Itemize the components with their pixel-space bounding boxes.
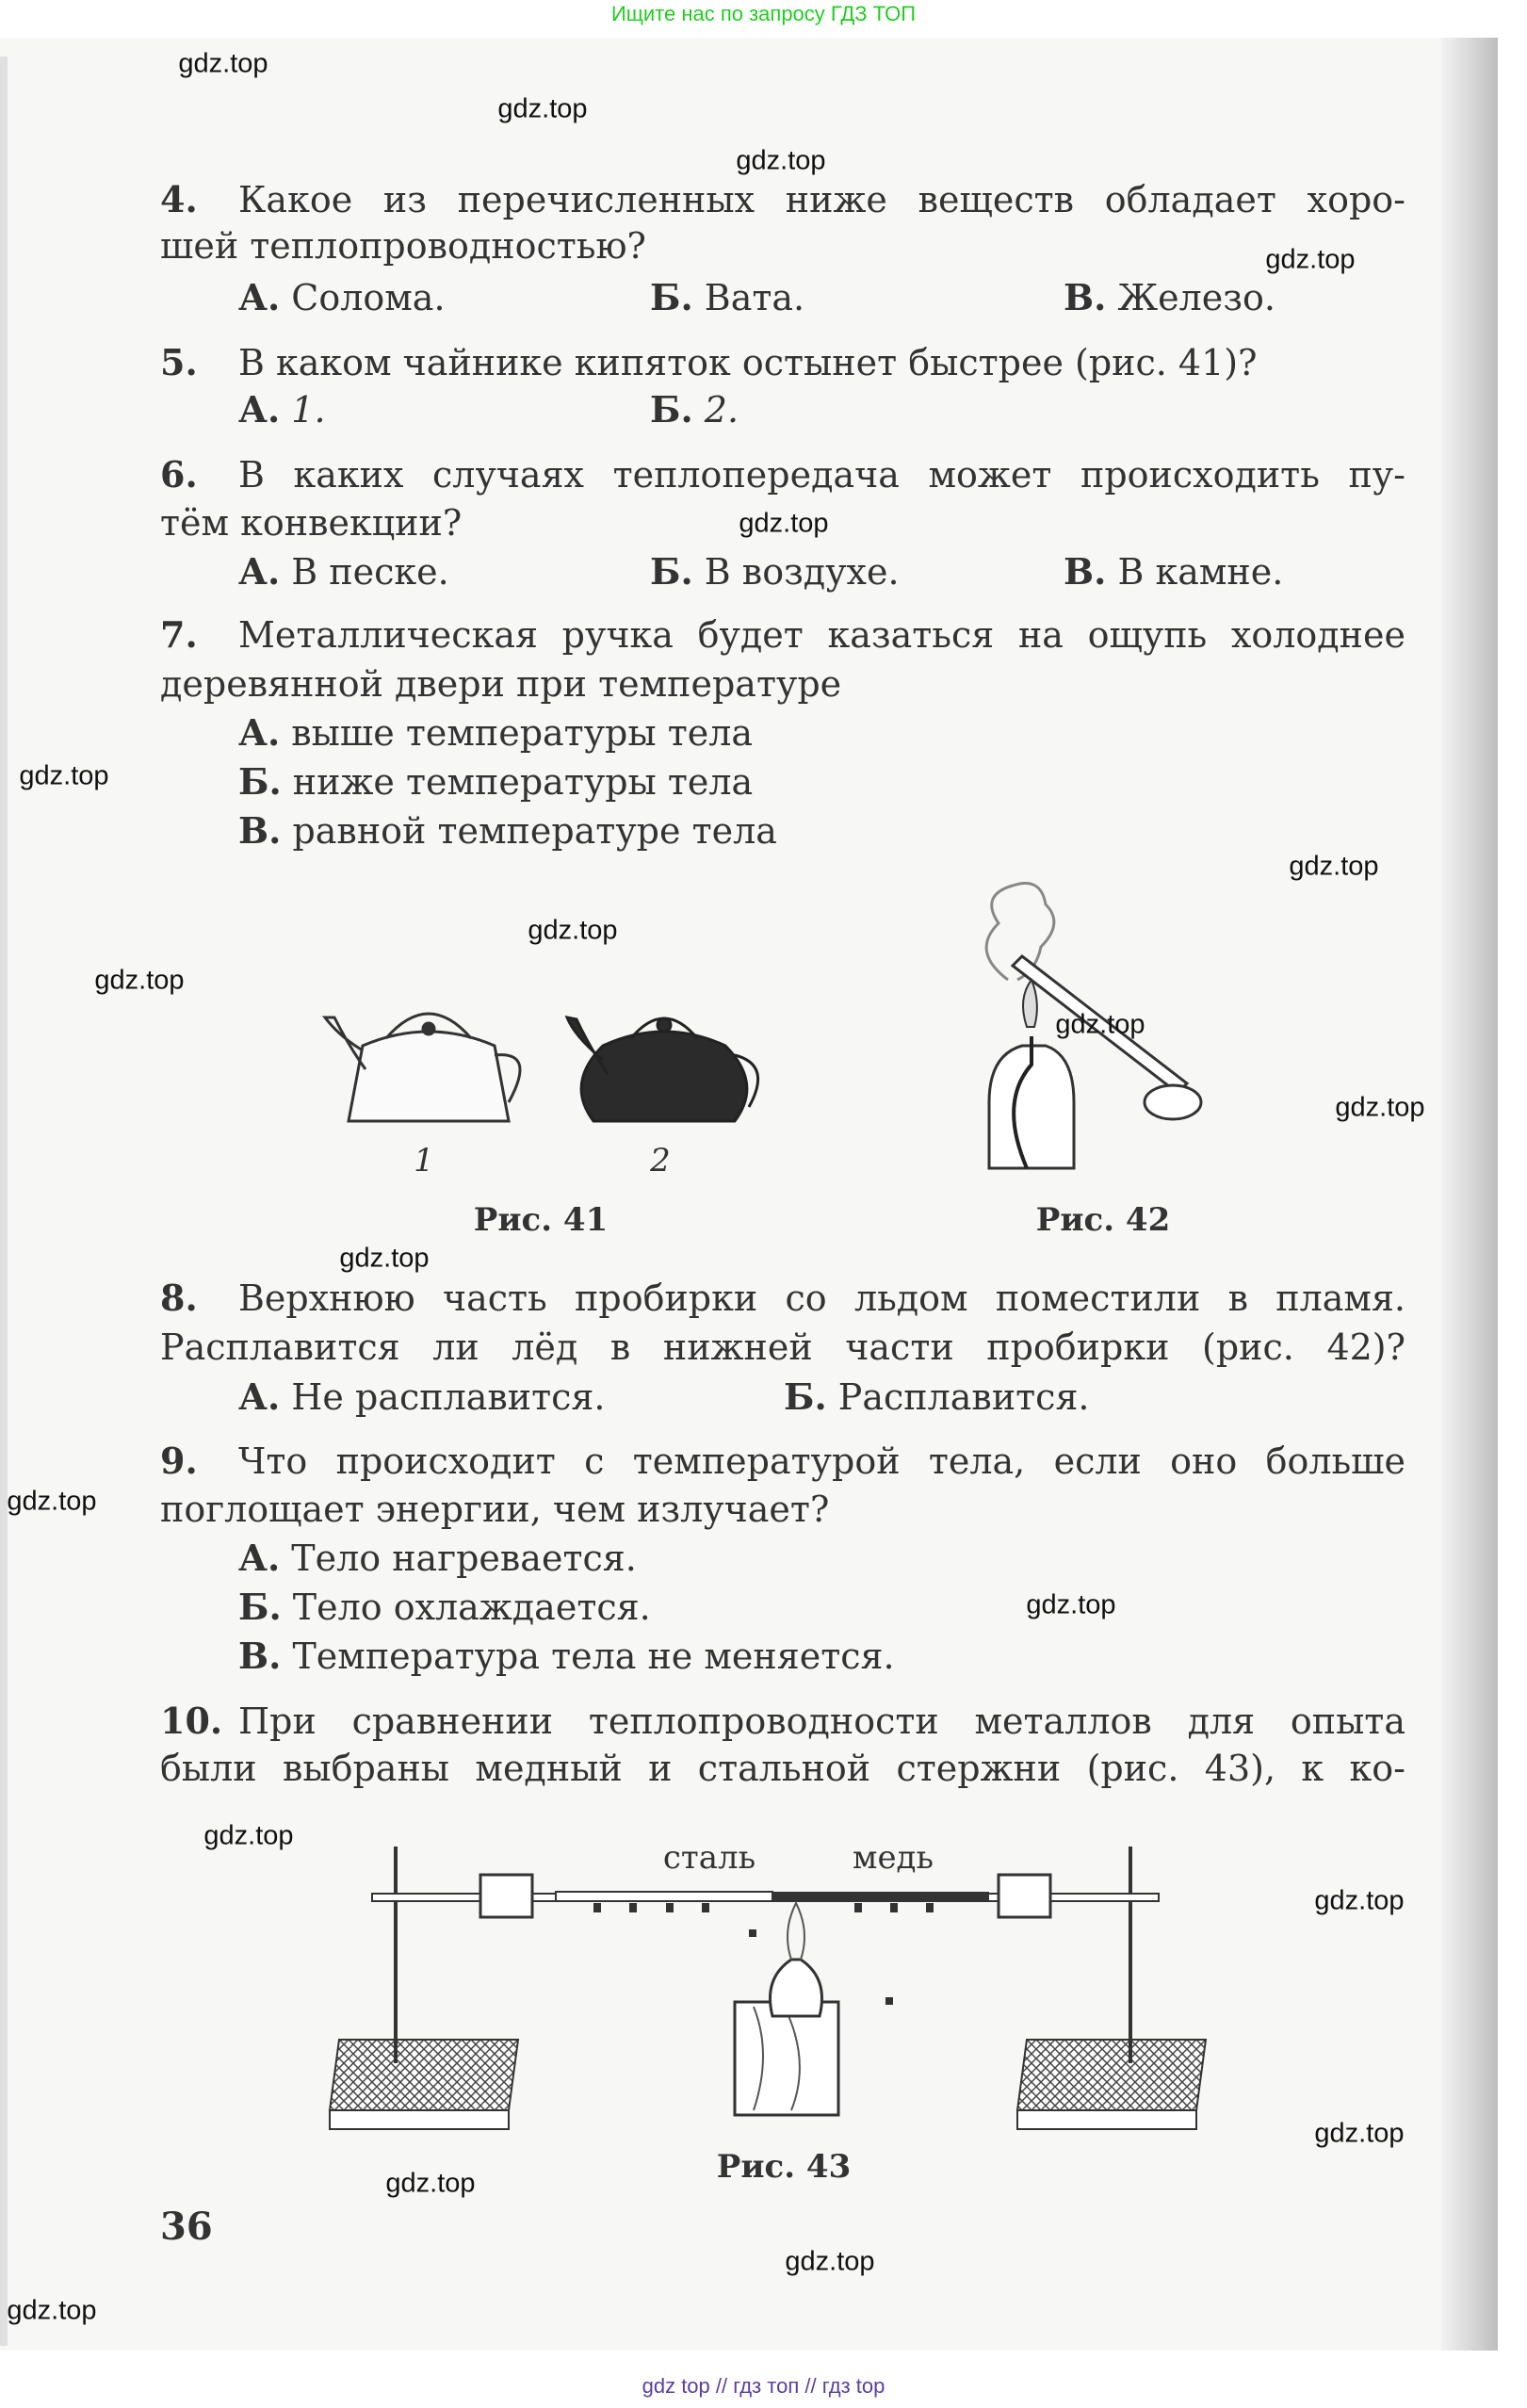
figure-41-label-1: 1	[414, 1142, 434, 1180]
question-6-line-1: 6. В каких случаях теплопередача может происходить пу-	[160, 453, 1405, 496]
question-4-line-1: 4. Какое из перечисленных ниже веществ обладает хоро-	[160, 178, 1405, 220]
question-7-line-1: 7. Металлическая ручка будет казаться на ощупь холоднее	[160, 613, 1405, 656]
q9-option-b: Б. Тело охлаждается.	[238, 1586, 651, 1628]
hand-icon	[1145, 1085, 1201, 1119]
watermark: gdz.top	[1314, 1885, 1405, 1916]
watermark: gdz.top	[7, 2295, 97, 2326]
watermark: gdz.top	[497, 93, 588, 124]
question-9-line-1: 9. Что происходит с температурой тела, если оно больше	[160, 1440, 1405, 1482]
watermark: gdz.top	[178, 48, 268, 79]
watermark: gdz.top	[19, 760, 109, 791]
q5-option-b: Б. 2.	[650, 388, 739, 431]
watermark: gdz.top	[1055, 1009, 1145, 1040]
watermark: gdz.top	[94, 965, 185, 996]
copper-rod	[772, 1892, 989, 1901]
watermark: gdz.top	[739, 508, 829, 539]
wooden-block-icon	[735, 2002, 838, 2115]
q4-option-b: Б. Вата.	[650, 276, 805, 318]
figure-41-label-2: 2	[650, 1142, 671, 1180]
page-number: 36	[160, 2205, 213, 2249]
left-clamp-icon	[480, 1875, 532, 1917]
question-5-line-1: 5. В каком чайнике кипяток остынет быстрее (рис. 41)?	[160, 341, 1258, 383]
q6-option-a: А. В песке.	[238, 550, 449, 593]
kettle-1-icon	[325, 1014, 520, 1121]
question-9-line-2: поглощает энергии, чем излучает?	[160, 1489, 830, 1530]
watermark: gdz.top	[203, 1820, 294, 1851]
question-6-line-2: тём конвекции?	[160, 502, 463, 544]
q7-option-a: А. выше температуры тела	[238, 711, 754, 754]
q7-option-c: В. равной температуре тела	[238, 809, 777, 852]
watermark: gdz.top	[1314, 2118, 1405, 2149]
watermark: gdz.top	[385, 2168, 476, 2199]
figure-41-caption: Рис. 41	[473, 1201, 609, 1239]
watermark: gdz.top	[1289, 851, 1379, 882]
burner-icon	[771, 1960, 822, 2016]
search-banner[interactable]: Ищите нас по запросу ГДЗ ТОП	[610, 2, 917, 25]
right-clamp-icon	[999, 1875, 1050, 1917]
flame-icon	[1023, 980, 1037, 1027]
footer-links[interactable]: gdz top // гдз топ // гдз top	[642, 2374, 885, 2398]
watermark: gdz.top	[528, 915, 618, 946]
steel-label: сталь	[662, 1839, 756, 1877]
question-8-line-2: Расплавится ли лёд в нижней части пробирки (рис. 42)?	[160, 1326, 1405, 1368]
watermark: gdz.top	[736, 145, 826, 176]
flame-icon	[788, 1903, 804, 1960]
question-7-line-2: деревянной двери при температуре	[160, 663, 842, 705]
q8-option-b: Б. Расплавится.	[784, 1375, 1090, 1418]
q8-option-a: А. Не расплавится.	[238, 1375, 606, 1418]
q9-option-a: А. Тело нагревается.	[238, 1537, 637, 1579]
q4-option-a: А. Солома.	[238, 276, 446, 318]
question-4-line-2: шей теплопроводностью?	[160, 225, 646, 267]
kettle-2-icon	[567, 1017, 758, 1121]
page-edge	[0, 57, 8, 2346]
q6-option-c: В. В камне.	[1064, 550, 1284, 593]
q7-option-b: Б. ниже температуры тела	[238, 760, 754, 803]
copper-label: медь	[852, 1839, 934, 1877]
watermark: gdz.top	[1265, 244, 1356, 275]
page-spine-shadow	[1441, 38, 1498, 2351]
watermark: gdz.top	[1026, 1589, 1116, 1620]
steel-rod	[556, 1892, 772, 1901]
q9-option-c: В. Температура тела не меняется.	[238, 1635, 895, 1677]
q6-option-b: Б. В воздухе.	[650, 550, 900, 593]
question-10-line-2: были выбраны медный и стальной стержни (рис. 43), к ко-	[160, 1748, 1405, 1789]
figure-43-apparatus	[320, 1828, 1225, 2139]
q5-option-a: А. 1.	[238, 388, 326, 431]
watermark: gdz.top	[339, 1243, 430, 1274]
figure-43-caption: Рис. 43	[716, 2148, 852, 2186]
q4-option-c: В. Железо.	[1064, 276, 1275, 318]
watermark: gdz.top	[7, 1486, 97, 1517]
figure-41-kettles	[320, 980, 772, 1149]
question-10-line-1: 10. При сравнении теплопроводности металлов для опыта	[160, 1700, 1405, 1742]
figure-42-caption: Рис. 42	[1035, 1201, 1171, 1239]
watermark: gdz.top	[785, 2246, 875, 2277]
watermark: gdz.top	[1335, 1092, 1425, 1123]
question-8-line-1: 8. Верхнюю часть пробирки со льдом поместили в пламя.	[160, 1277, 1405, 1319]
wax-pins	[593, 1903, 934, 2005]
